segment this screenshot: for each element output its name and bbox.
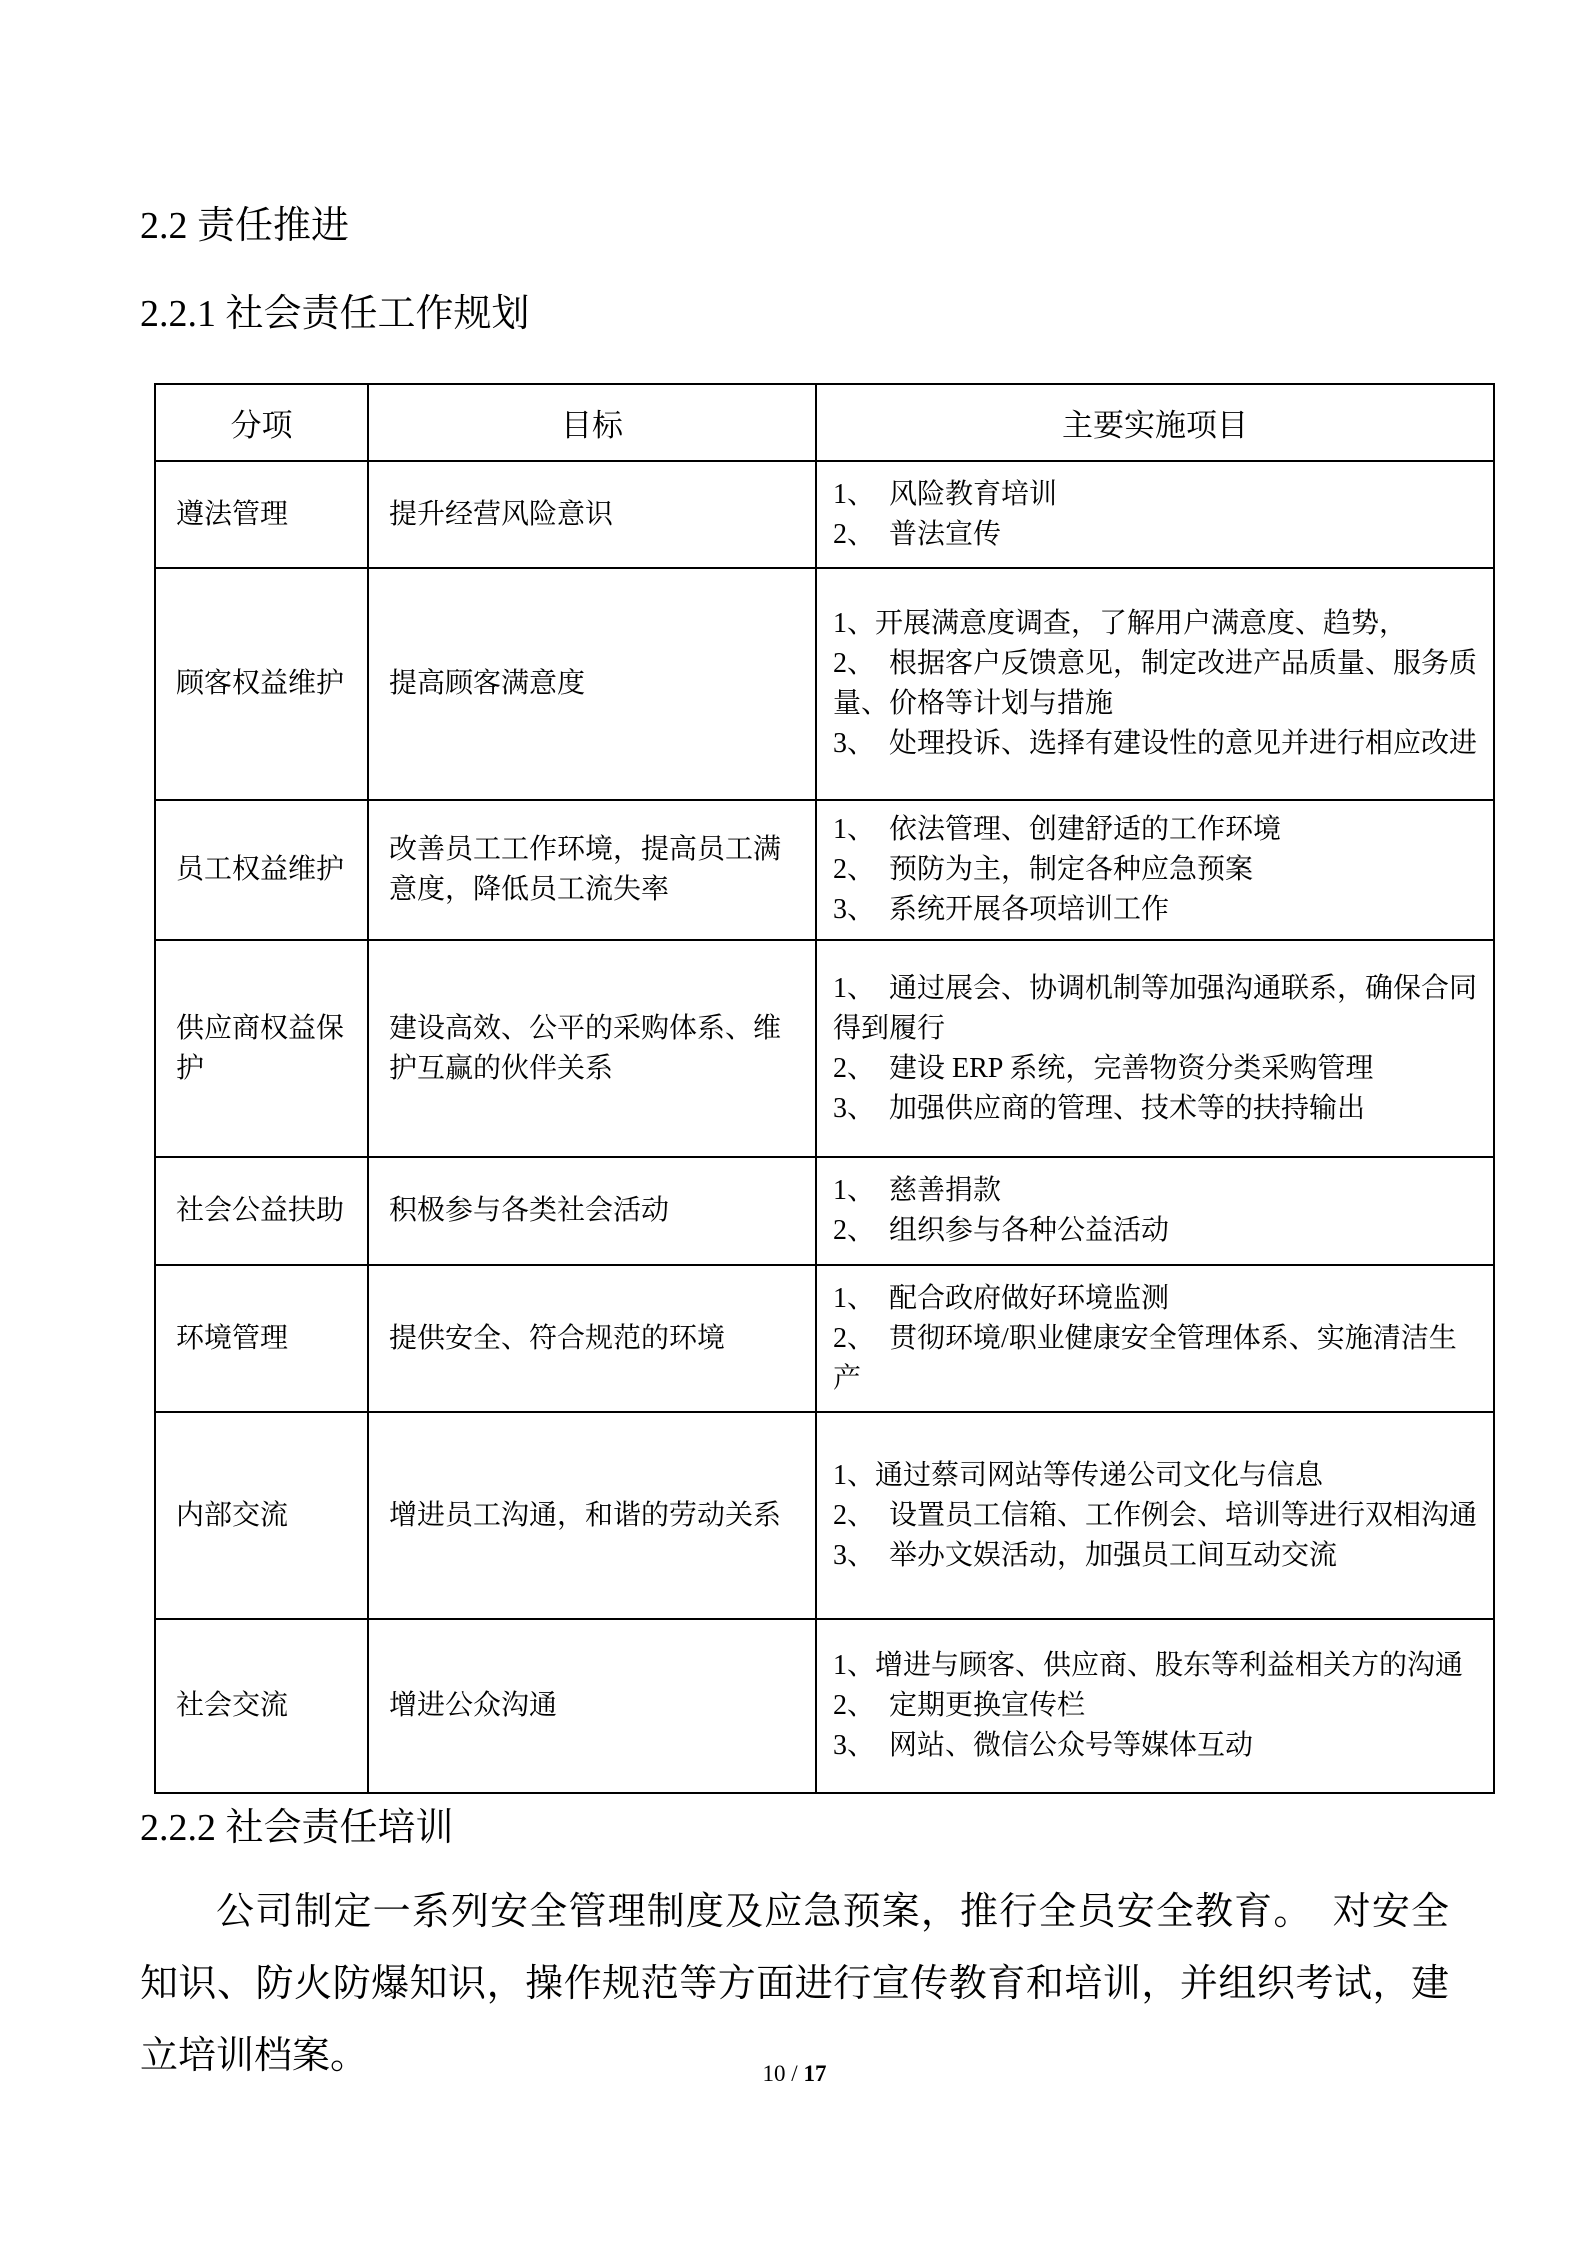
cell-items bbox=[816, 1265, 1494, 1412]
item-line: 2、 根据客户反馈意见，制定改进产品质量、服务质量、价格等计划与措施 bbox=[833, 648, 1478, 719]
page-number-current: 10 bbox=[762, 2061, 786, 2086]
table-header-row bbox=[155, 384, 1494, 461]
item-line: 3、 网站、微信公众号等媒体互动 bbox=[833, 1730, 1254, 1761]
page-content bbox=[140, 0, 1478, 2092]
cell-items bbox=[816, 1157, 1494, 1265]
csr-plan-table bbox=[154, 383, 1495, 1794]
item-line: 2、 预防为主，制定各种应急预案 bbox=[833, 854, 1254, 885]
cell-items bbox=[816, 800, 1494, 940]
table-row bbox=[155, 800, 1494, 940]
item-line: 3、 加强供应商的管理、技术等的扶持输出 bbox=[833, 1092, 1366, 1124]
item-line: 2、 定期更换宣传栏 bbox=[833, 1690, 1086, 1721]
cell-category: 遵法管理 bbox=[155, 461, 368, 568]
cell-category: 供应商权益保护 bbox=[155, 940, 368, 1157]
column-header-category: 分项 bbox=[155, 384, 368, 461]
item-line: 2、 设置员工信箱、工作例会、培训等进行双相沟通 bbox=[833, 1499, 1478, 1531]
cell-goal: 提高顾客满意度 bbox=[368, 568, 816, 800]
item-line: 1、 慈善捐款 bbox=[833, 1175, 1002, 1206]
heading-2-2-1: 2.2.1 社会责任工作规划 bbox=[140, 293, 530, 335]
cell-items bbox=[816, 940, 1494, 1157]
cell-category: 顾客权益维护 bbox=[155, 568, 368, 800]
table-row bbox=[155, 568, 1494, 800]
item-line: 1、 配合政府做好环境监测 bbox=[833, 1282, 1170, 1314]
heading-2-2-2: 2.2.2 社会责任培训 bbox=[140, 1807, 454, 1849]
item-line: 1、 风险教育培训 bbox=[833, 478, 1058, 510]
cell-goal: 增进员工沟通，和谐的劳动关系 bbox=[368, 1412, 816, 1619]
item-line: 2、 建设 ERP 系统，完善物资分类采购管理 bbox=[833, 1052, 1374, 1084]
item-line: 1、增进与顾客、供应商、股东等利益相关方的沟通 bbox=[833, 1650, 1464, 1681]
item-line: 1、通过蔡司网站等传递公司文化与信息 bbox=[833, 1459, 1324, 1491]
column-header-goal: 目标 bbox=[368, 384, 816, 461]
cell-goal: 建设高效、公平的采购体系、维护互赢的伙伴关系 bbox=[368, 940, 816, 1157]
cell-items bbox=[816, 1412, 1494, 1619]
page-number-total: 17 bbox=[803, 2061, 827, 2086]
cell-items bbox=[816, 568, 1494, 800]
item-line: 1、 通过展会、协调机制等加强沟通联系，确保合同得到履行 bbox=[833, 972, 1478, 1044]
table-row bbox=[155, 1412, 1494, 1619]
cell-items bbox=[816, 461, 1494, 568]
cell-category: 员工权益维护 bbox=[155, 800, 368, 940]
heading-2-2: 2.2 责任推进 bbox=[140, 205, 350, 247]
cell-category: 环境管理 bbox=[155, 1265, 368, 1412]
training-paragraph: 公司制定一系列安全管理制度及应急预案，推行全员安全教育。 对安全知识、防火防爆知识，操作规范等方面进行宣传教育和培训，并组织考试，建立培训档案。 bbox=[140, 1891, 1449, 2077]
cell-goal: 增进公众沟通 bbox=[368, 1619, 816, 1793]
item-line: 3、 处理投诉、选择有建设性的意见并进行相应改进 bbox=[833, 728, 1478, 759]
cell-category: 社会公益扶助 bbox=[155, 1157, 368, 1265]
cell-category: 社会交流 bbox=[155, 1619, 368, 1793]
table-row bbox=[155, 1157, 1494, 1265]
cell-goal: 积极参与各类社会活动 bbox=[368, 1157, 816, 1265]
item-line: 1、 依法管理、创建舒适的工作环境 bbox=[833, 814, 1282, 845]
column-header-items: 主要实施项目 bbox=[816, 384, 1494, 461]
cell-goal: 改善员工工作环境，提高员工满意度，降低员工流失率 bbox=[368, 800, 816, 940]
cell-category: 内部交流 bbox=[155, 1412, 368, 1619]
item-line: 1、开展满意度调查，了解用户满意度、趋势， bbox=[833, 608, 1408, 639]
table-row bbox=[155, 1265, 1494, 1412]
page-footer bbox=[0, 2061, 1589, 2087]
item-line: 2、 普法宣传 bbox=[833, 518, 1002, 550]
item-line: 2、 组织参与各种公益活动 bbox=[833, 1215, 1170, 1246]
table-row bbox=[155, 1619, 1494, 1793]
item-line: 3、 举办文娱活动，加强员工间互动交流 bbox=[833, 1539, 1338, 1571]
table-row bbox=[155, 461, 1494, 568]
cell-goal: 提供安全、符合规范的环境 bbox=[368, 1265, 816, 1412]
item-line: 3、 系统开展各项培训工作 bbox=[833, 894, 1170, 925]
page-number-separator: / bbox=[785, 2061, 804, 2086]
cell-goal: 提升经营风险意识 bbox=[368, 461, 816, 568]
table-row bbox=[155, 940, 1494, 1157]
item-line: 2、 贯彻环境/职业健康安全管理体系、实施清洁生产 bbox=[833, 1322, 1457, 1394]
cell-items bbox=[816, 1619, 1494, 1793]
